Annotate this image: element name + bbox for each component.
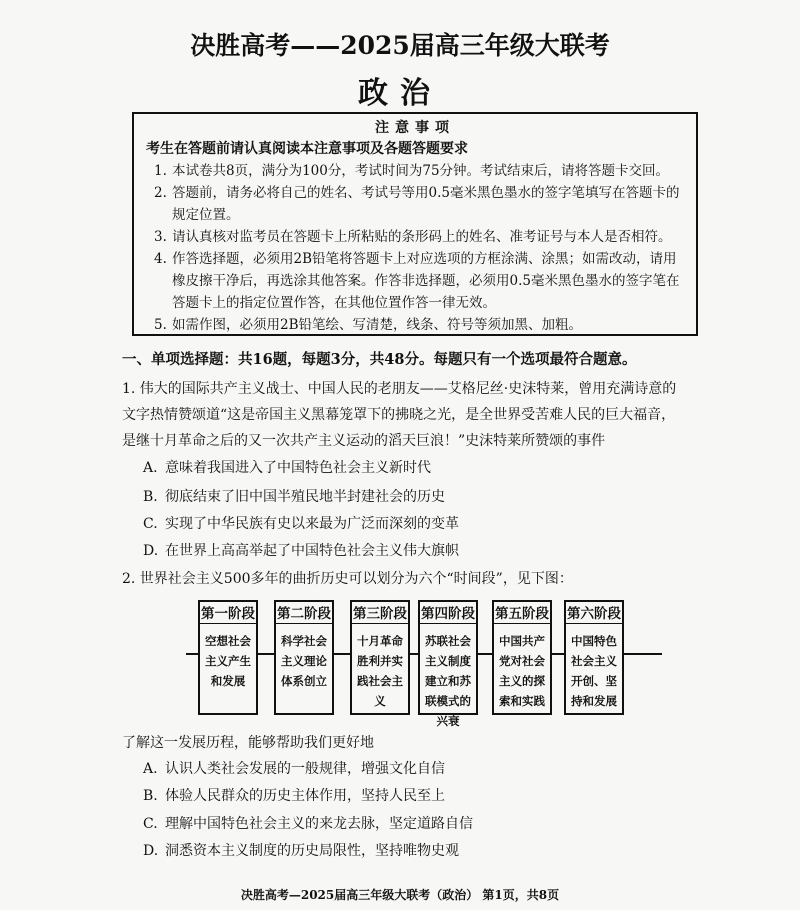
option-text: 意味着我国进入了中国特色社会主义新时代	[165, 460, 431, 476]
stage-description: 中国共产党对社会主义的探索和实践	[499, 634, 545, 708]
timeline-stage	[198, 600, 258, 715]
stage-title: 第五阶段	[494, 602, 550, 624]
option-letter: C.	[143, 516, 158, 532]
option-letter: B.	[143, 788, 158, 804]
notice-item	[146, 226, 684, 248]
notice-box	[132, 112, 698, 336]
option-letter: A.	[143, 460, 158, 476]
section-heading: 一、单项选择题：共16题，每题3分，共48分。每题只有一个选项最符合题意。	[122, 351, 637, 368]
stage-description: 科学社会主义理论体系创立	[281, 634, 327, 688]
history-timeline-diagram	[186, 600, 662, 728]
timeline-stage	[492, 600, 552, 715]
question-1-stem: 1. 伟大的国际共产主义战士、中国人民的老朋友——艾格尼丝·史沫特莱，曾用充满诗意的文字热情赞颂道“这是帝国主义黑幕笼罩下的拂晓之光，是全世界受苦难人民的巨大福音，是继十月革命之后的又一次共产主义运动的滔天巨浪！”史沫特莱所赞颂的事件	[122, 381, 677, 449]
notice-lead: 考生在答题前请认真阅读本注意事项及各题答题要求	[146, 141, 468, 157]
option-letter: C.	[143, 816, 158, 832]
question-1-option	[143, 541, 459, 561]
notice-item-number: 1.	[154, 163, 167, 179]
question-2-prompt: 了解这一发展历程，能够帮助我们更好地	[122, 735, 374, 751]
notice-item	[146, 182, 684, 226]
stage-description: 苏联社会主义制度建立和苏联模式的兴衰	[425, 634, 471, 728]
exam-subject: 政治	[358, 76, 442, 111]
stage-title: 第六阶段	[566, 602, 622, 624]
question-2-option	[143, 814, 473, 834]
question-2-option	[143, 759, 445, 779]
question-2-stem: 2. 世界社会主义500多年的曲折历史可以划分为六个“时间段”，见下图：	[122, 571, 573, 587]
stage-description: 空想社会主义产生和发展	[205, 634, 251, 688]
option-letter: D.	[143, 543, 159, 559]
option-text: 在世界上高高举起了中国特色社会主义伟大旗帜	[165, 543, 459, 559]
option-text: 理解中国特色社会主义的来龙去脉，坚定道路自信	[165, 816, 473, 832]
notice-item-number: 3.	[154, 229, 167, 245]
notice-item-text: 作答选择题，必须用2B铅笔将答题卡上对应选项的方框涂满、涂黑；如需改动，请用橡皮擦干净后，再选涂其他答案。作答非选择题，必须用0.5毫米黑色墨水的签字笔在答题卡上的指定位置作答，在其他位置作答一律无效。	[172, 251, 680, 311]
option-letter: A.	[143, 761, 158, 777]
stage-title: 第二阶段	[276, 602, 332, 624]
notice-heading: 注意事项	[375, 120, 455, 136]
option-letter: B.	[143, 489, 158, 505]
notice-item	[146, 160, 684, 182]
stage-title: 第三阶段	[352, 602, 408, 624]
stage-description: 十月革命胜利并实践社会主义	[357, 634, 403, 708]
option-text: 认识人类社会发展的一般规律，增强文化自信	[165, 761, 445, 777]
timeline-stage	[418, 600, 478, 728]
question-1-option	[143, 487, 445, 507]
exam-title: 决胜高考——2025届高三年级大联考	[190, 31, 610, 60]
question-1-option	[143, 514, 459, 534]
notice-item	[146, 248, 684, 314]
notice-item-text: 请认真核对监考员在答题卡上所粘贴的条形码上的姓名、准考证号与本人是否相符。	[172, 229, 672, 245]
option-letter: D.	[143, 843, 159, 859]
page-footer: 决胜高考—2025届高三年级大联考（政治） 第1页，共8页	[240, 888, 560, 902]
option-text: 实现了中华民族有史以来最为广泛而深刻的变革	[165, 516, 459, 532]
notice-item-number: 4.	[154, 251, 167, 267]
notice-item-text: 本试卷共8页，满分为100分，考试时间为75分钟。考试结束后，请将答题卡交回。	[172, 163, 670, 179]
option-text: 体验人民群众的历史主体作用，坚持人民至上	[165, 788, 445, 804]
timeline-stage	[350, 600, 410, 715]
notice-item-number: 5.	[154, 317, 167, 333]
option-text: 洞悉资本主义制度的历史局限性，坚持唯物史观	[165, 843, 459, 859]
question-1-option	[143, 458, 431, 478]
notice-item-text: 如需作图，必须用2B铅笔绘、写清楚，线条、符号等须加黑、加粗。	[172, 317, 583, 333]
stage-title: 第四阶段	[420, 602, 476, 624]
stage-title: 第一阶段	[200, 602, 256, 624]
timeline-stage	[274, 600, 334, 715]
stage-description: 中国特色社会主义开创、坚持和发展	[571, 634, 617, 708]
notice-item-text: 答题前，请务必将自己的姓名、考试号等用0.5毫米黑色墨水的签字笔填写在答题卡的规定位置。	[172, 185, 680, 223]
notice-item-number: 2.	[154, 185, 167, 201]
question-2-option	[143, 786, 445, 806]
timeline-stage	[564, 600, 624, 715]
question-2-option	[143, 841, 459, 861]
notice-item	[146, 314, 684, 336]
option-text: 彻底结束了旧中国半殖民地半封建社会的历史	[165, 489, 445, 505]
